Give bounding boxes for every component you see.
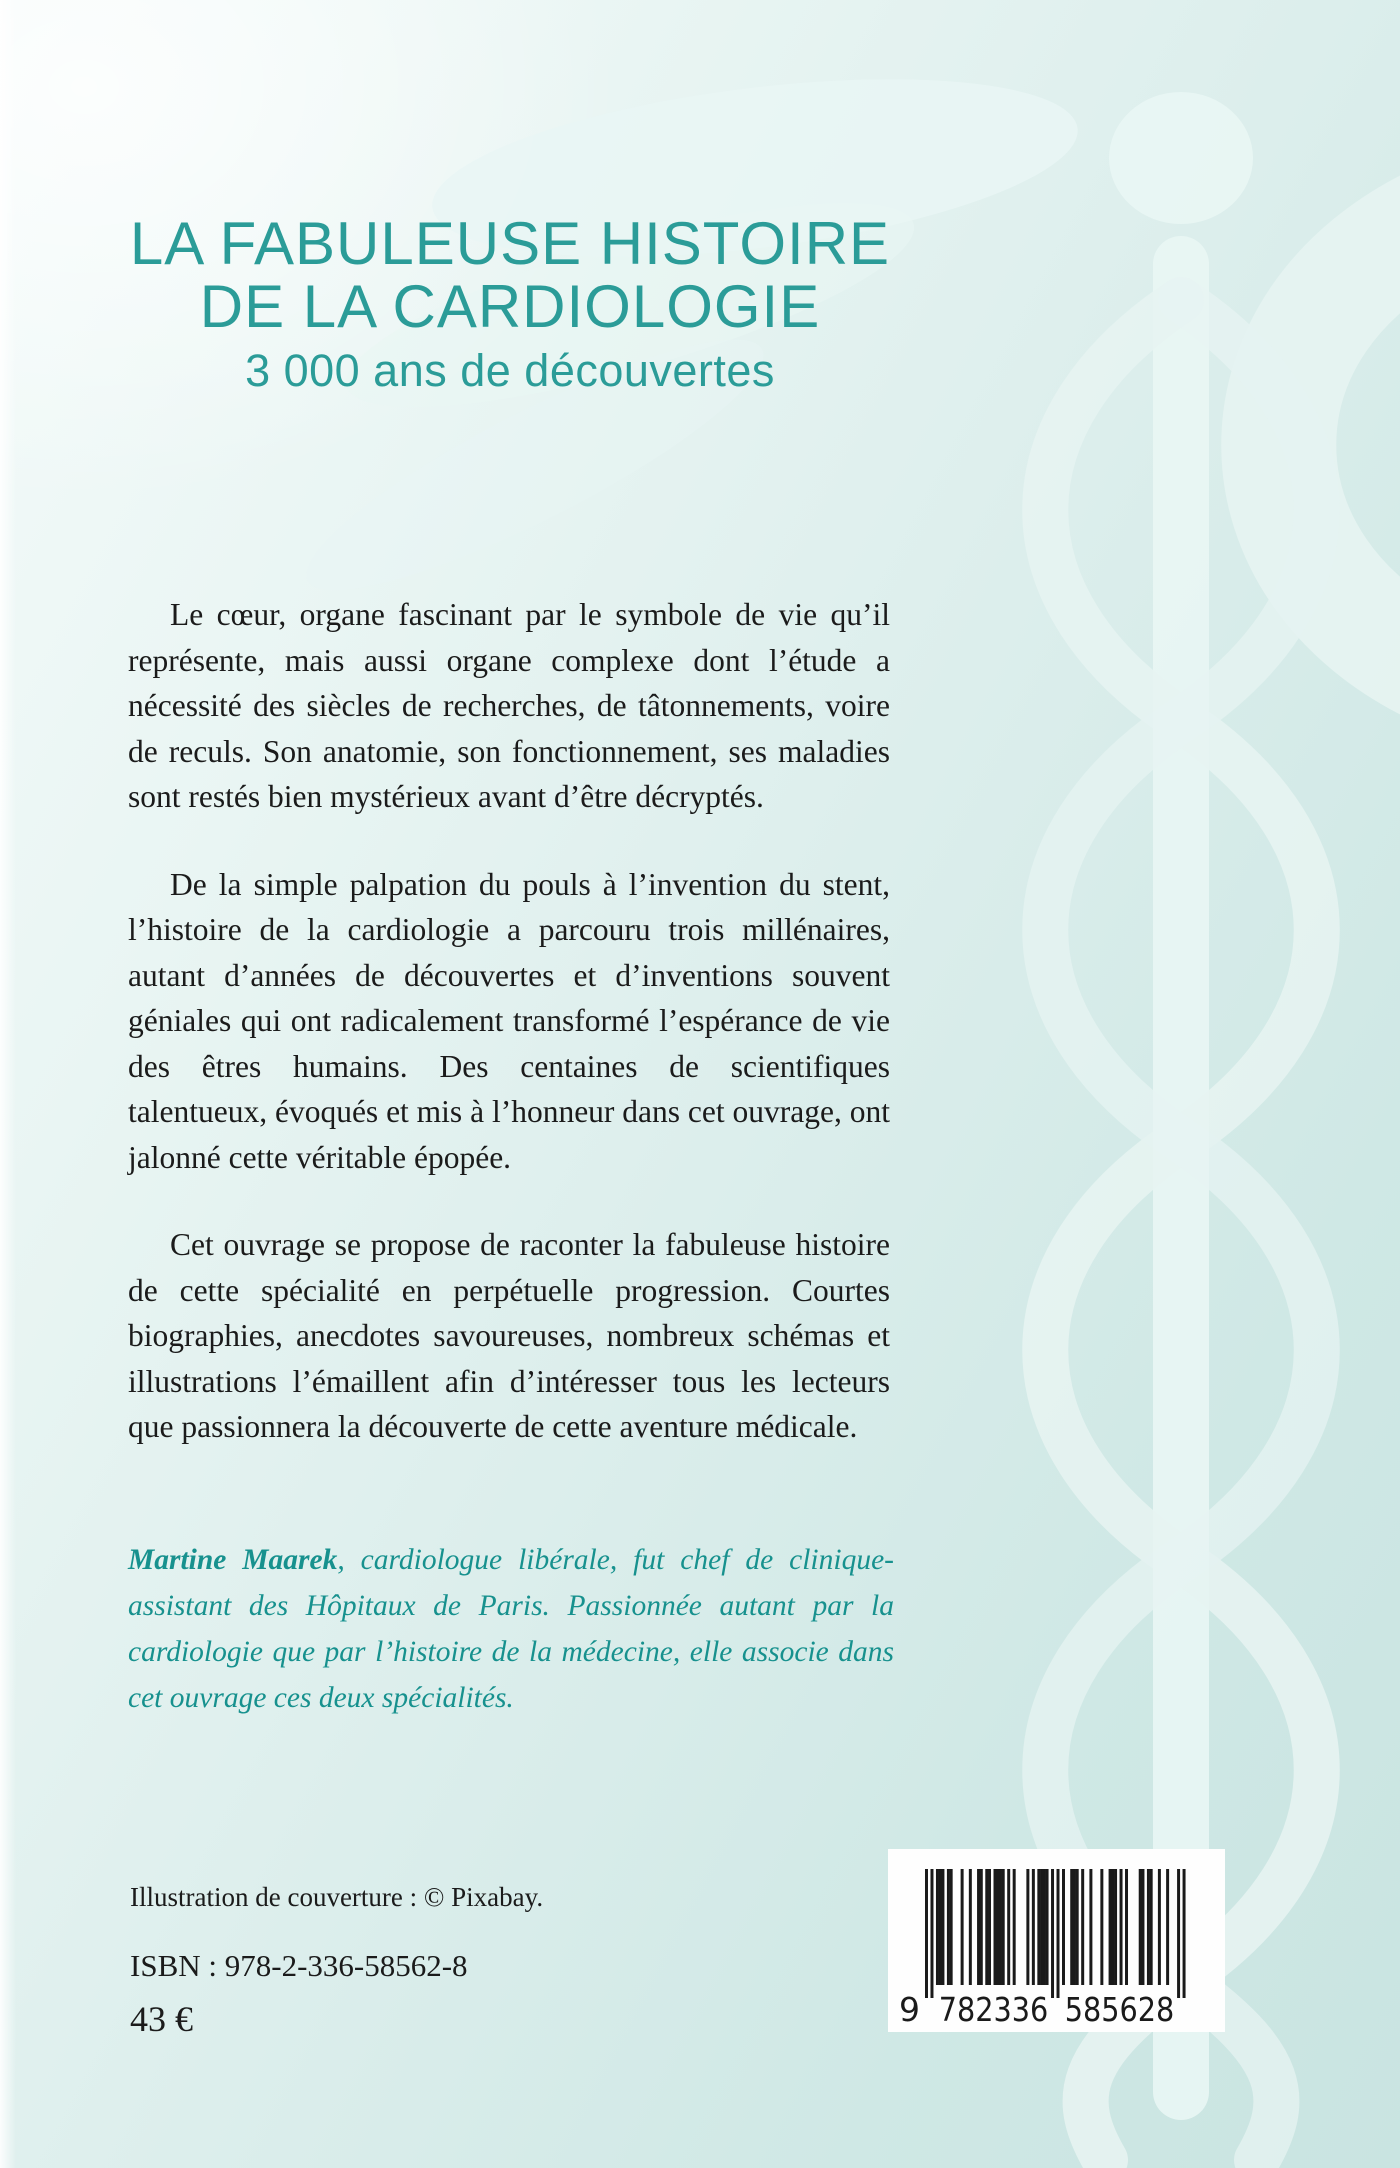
svg-text:585628: 585628: [1064, 1990, 1175, 2029]
synopsis-paragraph: Cet ouvrage se propose de raconter la fabuleuse histoire de cette spécialité en perpétuelle progression. Courtes biographies, anecdotes savoureuses, nombreux schémas et illustrations l’émaillent afin d’intéresser tous les lecteurs que passionnera la découverte de cette aventure médicale.: [128, 1227, 890, 1444]
author-name: Martine Maarek: [128, 1544, 338, 1576]
svg-text:9: 9: [899, 1990, 920, 2029]
book-title-line2: DE LA CARDIOLOGIE: [199, 273, 821, 340]
author-bio-text: , cardiologue libérale, fut chef de clinique-assistant des Hôpitaux de Paris. Passionnée autant par la cardiologie que par l’histoire de la médecine, elle associe dans cet ouvrage ces deux spécialités.: [128, 1544, 894, 1714]
book-subtitle: 3 000 ans de découvertes: [245, 345, 775, 396]
illustration-credit: Illustration de couverture : © Pixabay.: [130, 1882, 544, 1912]
synopsis-paragraph: De la simple palpation du pouls à l’invention du stent, l’histoire de la cardiologie a parcouru trois millénaires, autant d’années de découvertes et d’inventions souvent géniales qui ont radicalement transformé l’espérance de vie des êtres humains. Des centaines de scientifiques talentueux, évoqués et mis à l’honneur dans cet ouvrage, ont jalonné cette véritable épopée.: [128, 866, 890, 1175]
synopsis: [128, 592, 890, 1450]
barcode-panel: [888, 1849, 1225, 2032]
isbn-text: ISBN : 978-2-336-58562-8: [130, 1948, 468, 1983]
synopsis-paragraph: Le cœur, organe fascinant par le symbole de vie qu’il représente, mais aussi organe complexe dont l’étude a nécessité des siècles de recherches, de tâtonnements, voire de reculs. Son anatomie, son fonctionnement, ses maladies sont restés bien mystérieux avant d’être décryptés.: [128, 597, 890, 814]
book-title-line1: LA FABULEUSE HISTOIRE: [129, 210, 891, 277]
title-block: [110, 212, 910, 398]
svg-text:782336: 782336: [938, 1990, 1049, 2029]
price-text: 43 €: [130, 1999, 193, 2039]
spine-edge-highlight: [0, 0, 16, 2168]
ean13-barcode: [888, 1849, 1225, 2032]
author-bio: [128, 1537, 894, 1721]
